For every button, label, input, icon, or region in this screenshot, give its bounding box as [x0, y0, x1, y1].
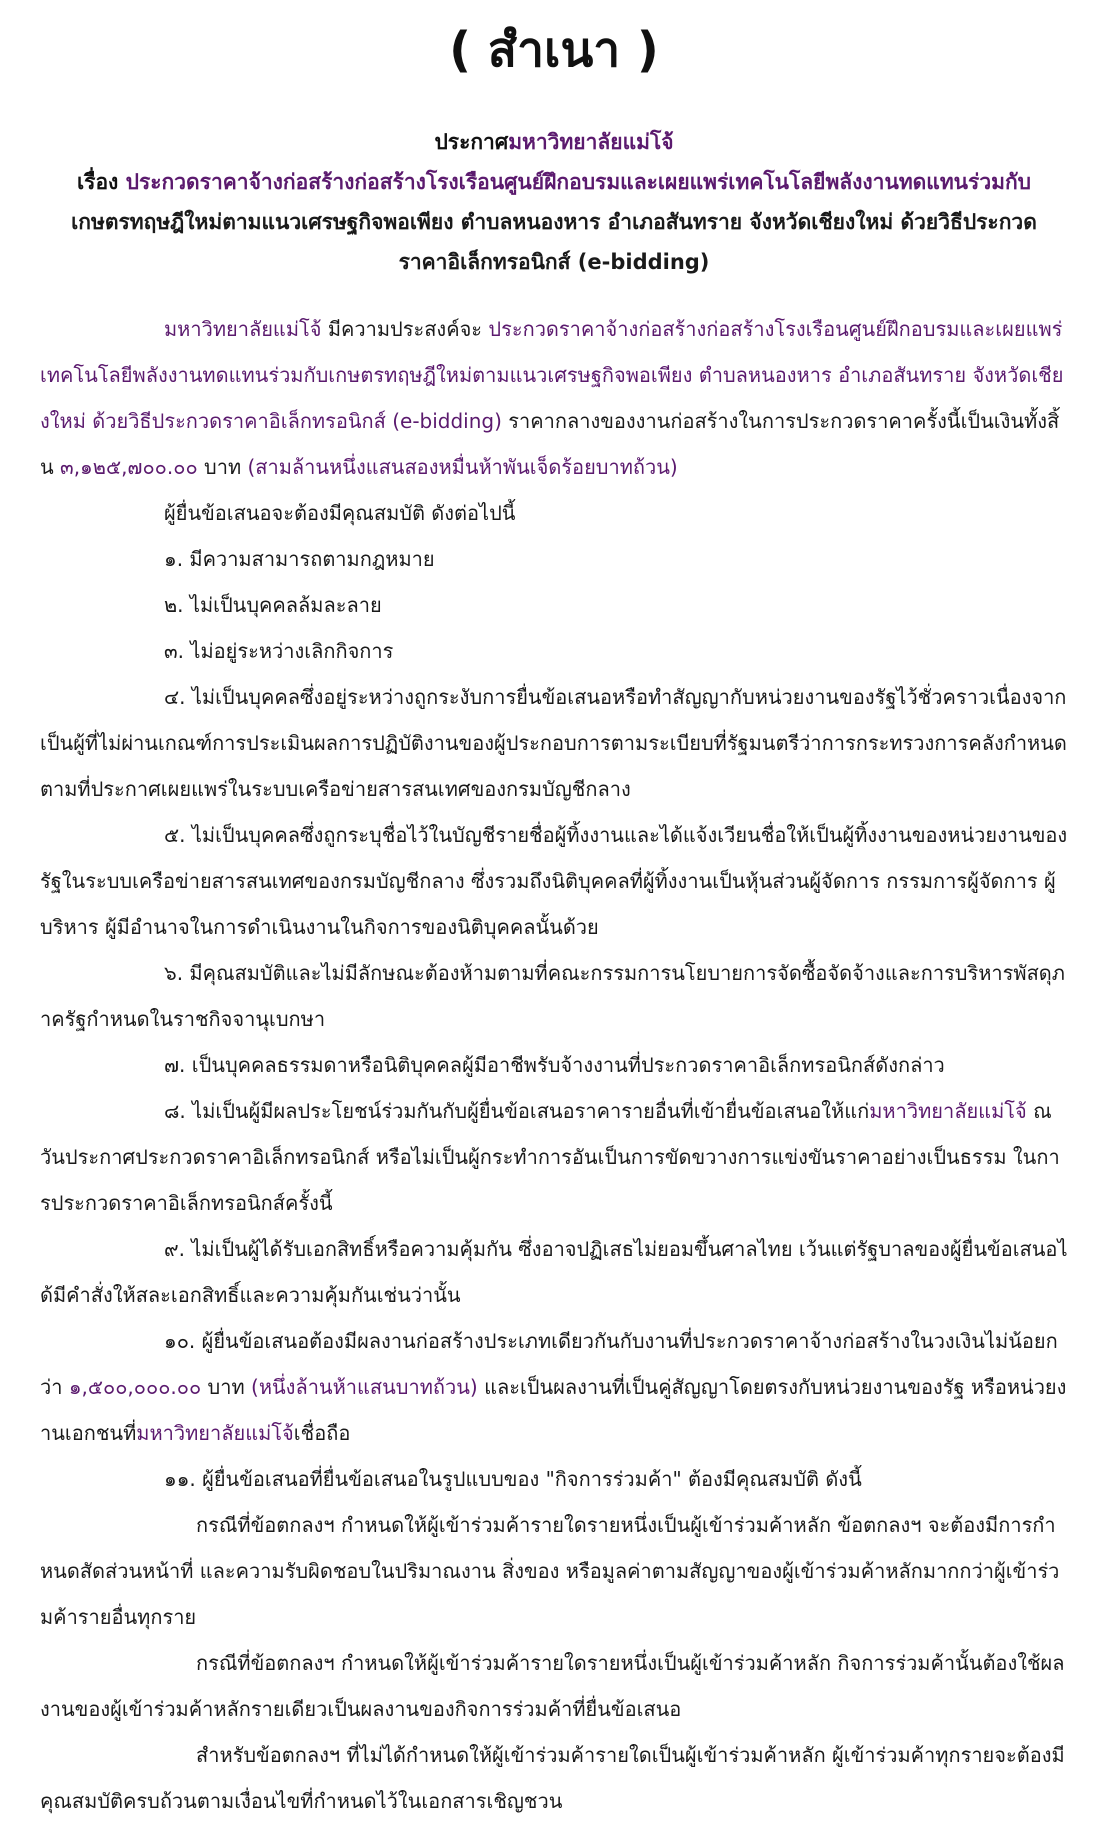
intro-amount-words: (สามล้านหนึ่งแสนสองหมื่นห้าพันเจ็ดร้อยบาทถ้วน): [247, 455, 678, 479]
item-10-amount: ๑,๕๐๐,๐๐๐.๐๐: [68, 1375, 202, 1399]
qualification-item-6: ๖. มีคุณสมบัติและไม่มีลักษณะต้องห้ามตามที่คณะกรรมการนโยบายการจัดซื้อจัดจ้างและการบริหารพัสดุภาครัฐกำหนดในราชกิจจานุเบกษา: [40, 961, 1065, 1031]
intro-project: ประกวดราคาจ้างก่อสร้างก่อสร้างโรงเรือนศูนย์ฝึกอบรมและเผยแพร่เทคโนโลยีพลังงานทดแทนร่วมกับเกษตรทฤษฎีใหม่ตามแนวเศรษฐกิจพอเพียง ตำบลหนองหาร อำเภอสันทราย จังหวัดเชียงใหม่ ด้วยวิธีประกวดราคาอิเล็กทรอนิกส์ (e-bidding): [40, 317, 1064, 433]
item-10-words: (หนึ่งล้านห้าแสนบาทถ้วน): [251, 1375, 478, 1399]
intro-org: มหาวิทยาลัยแม่โจ้: [164, 317, 322, 341]
announcement-title: [40, 122, 1068, 162]
qualification-item-3: ๓. ไม่อยู่ระหว่างเลิกกิจการ: [164, 639, 394, 663]
intro-wish: มีความประสงค์จะ: [321, 317, 489, 341]
joint-venture-case-3: สำหรับข้อตกลงฯ ที่ไม่ได้กำหนดให้ผู้เข้าร่วมค้ารายใดเป็นผู้เข้าร่วมค้าหลัก ผู้เข้าร่วมค้าทุกรายจะต้องมีคุณสมบัติครบถ้วนตามเงื่อนไขที่กำหนดไว้ในเอกสารเชิญชวน: [40, 1743, 1065, 1813]
subject-line-1: [40, 162, 1068, 202]
subject-title-1: ประกวดราคาจ้างก่อสร้างก่อสร้างโรงเรือนศูนย์ฝึกอบรมและเผยแพร่เทคโนโลยีพลังงานทดแทนร่วมกับ: [125, 170, 1031, 194]
qualification-item-1: ๑. มีความสามารถตามกฎหมาย: [164, 547, 435, 571]
org-name: มหาวิทยาลัยแม่โจ้: [508, 130, 674, 154]
announce-prefix: ประกาศ: [434, 130, 509, 154]
qualification-item-10: [40, 1318, 1068, 1456]
qualification-item-7: ๗. เป็นบุคคลธรรมดาหรือนิติบุคคลผู้มีอาชีพรับจ้างงานที่ประกวดราคาอิเล็กทรอนิกส์ดังกล่าว: [164, 1053, 945, 1077]
qualification-item-9: ๙. ไม่เป็นผู้ได้รับเอกสิทธิ์หรือความคุ้มกัน ซึ่งอาจปฏิเสธไม่ยอมขึ้นศาลไทย เว้นแต่รัฐบาลของผู้ยื่นข้อเสนอได้มีคำสั่งให้สละเอกสิทธิ์และความคุ้มกันเช่นว่านั้น: [40, 1237, 1068, 1307]
qualification-item-4: ๔. ไม่เป็นบุคคลซึ่งอยู่ระหว่างถูกระงับการยื่นข้อเสนอหรือทำสัญญากับหน่วยงานของรัฐไว้ชั่วคราวเนื่องจากเป็นผู้ที่ไม่ผ่านเกณฑ์การประเมินผลการปฏิบัติงานของผู้ประกอบการตามระเบียบที่รัฐมนตรีว่าการกระทรวงการคลังกำหนดตามที่ประกาศเผยแพร่ในระบบเครือข่ายสารสนเทศของกรมบัญชีกลาง: [40, 685, 1067, 801]
item-10-text-a: ๑๐. ผู้ยื่นข้อเสนอต้องมีผลงานก่อสร้างประเภทเดียวกันกับงานที่ประกวดราคาจ้างก่อสร้างในวงเงินไม่น้อยกว่า: [40, 1329, 1058, 1399]
subject-line-2: เกษตรทฤษฎีใหม่ตามแนวเศรษฐกิจพอเพียง ตำบลหนองหาร อำเภอสันทราย จังหวัดเชียงใหม่ ด้วยวิธีประกวด: [71, 210, 1037, 234]
item-8-org: มหาวิทยาลัยแม่โจ้: [869, 1099, 1027, 1123]
qualifications-intro: ผู้ยื่นข้อเสนอจะต้องมีคุณสมบัติ ดังต่อไปนี้: [164, 501, 516, 525]
item-10-text-c: เชื่อถือ: [293, 1421, 351, 1445]
joint-venture-case-1: กรณีที่ข้อตกลงฯ กำหนดให้ผู้เข้าร่วมค้ารายใดรายหนึ่งเป็นผู้เข้าร่วมค้าหลัก ข้อตกลงฯ จะต้องมีการกำหนดสัดส่วนหน้าที่ และความรับผิดชอบในปริมาณงาน สิ่งของ หรือมูลค่าตามสัญญาของผู้เข้าร่วมค้าหลักมากกว่าผู้เข้าร่วมค้ารายอื่นทุกราย: [40, 1513, 1060, 1629]
intro-paragraph: [40, 306, 1068, 490]
qualification-item-11: ๑๑. ผู้ยื่นข้อเสนอที่ยื่นข้อเสนอในรูปแบบของ "กิจการร่วมค้า" ต้องมีคุณสมบัติ ดังนี้: [164, 1467, 862, 1491]
joint-venture-case-2: กรณีที่ข้อตกลงฯ กำหนดให้ผู้เข้าร่วมค้ารายใดรายหนึ่งเป็นผู้เข้าร่วมค้าหลัก กิจการร่วมค้านั้นต้องใช้ผลงานของผู้เข้าร่วมค้าหลักรายเดียวเป็นผลงานของกิจการร่วมค้าที่ยื่นข้อเสนอ: [40, 1651, 1065, 1721]
item-10-text-b: และเป็นผลงานที่เป็นคู่สัญญาโดยตรงกับหน่วยงานของรัฐ หรือหน่วยงานเอกชนที่: [40, 1375, 1067, 1445]
intro-median: ราคากลางของงานก่อสร้างในการประกวดราคาครั้งนี้เป็นเงินทั้งสิ้น: [40, 409, 1060, 479]
item-8-text-a: ๘. ไม่เป็นผู้มีผลประโยชน์ร่วมกันกับผู้ยื่นข้อเสนอราคารายอื่นที่เข้ายื่นข้อเสนอให้แก่: [164, 1099, 870, 1123]
item-10-baht: บาท: [201, 1375, 252, 1399]
announcement-header: [40, 122, 1068, 282]
intro-baht: บาท: [197, 455, 248, 479]
item-8-text-b: ณ วันประกาศประกวดราคาอิเล็กทรอนิกส์ หรือไม่เป็นผู้กระทำการอันเป็นการขัดขวางการแข่งขันราคาอย่างเป็นธรรม ในการประกวดราคาอิเล็กทรอนิกส์ครั้งนี้: [40, 1099, 1060, 1215]
copy-mark: ( สำเนา ): [449, 22, 659, 78]
intro-amount: ๓,๑๒๕,๗๐๐.๐๐: [60, 455, 198, 479]
item-10-org: มหาวิทยาลัยแม่โจ้: [136, 1421, 294, 1445]
qualification-item-8: [40, 1088, 1068, 1226]
subject-label: เรื่อง: [76, 170, 119, 194]
subject-line-3: ราคาอิเล็กทรอนิกส์ (e-bidding): [398, 250, 710, 274]
qualification-item-2: ๒. ไม่เป็นบุคคลล้มละลาย: [164, 593, 382, 617]
qualification-item-5: ๕. ไม่เป็นบุคคลซึ่งถูกระบุชื่อไว้ในบัญชีรายชื่อผู้ทิ้งงานและได้แจ้งเวียนชื่อให้เป็นผู้ทิ้งงานของหน่วยงานของรัฐในระบบเครือข่ายสารสนเทศของกรมบัญชีกลาง ซึ่งรวมถึงนิติบุคคลที่ผู้ทิ้งงานเป็นหุ้นส่วนผู้จัดการ กรรมการผู้จัดการ ผู้บริหาร ผู้มีอำนาจในการดำเนินงานในกิจการของนิติบุคคลนั้นด้วย: [40, 823, 1068, 939]
